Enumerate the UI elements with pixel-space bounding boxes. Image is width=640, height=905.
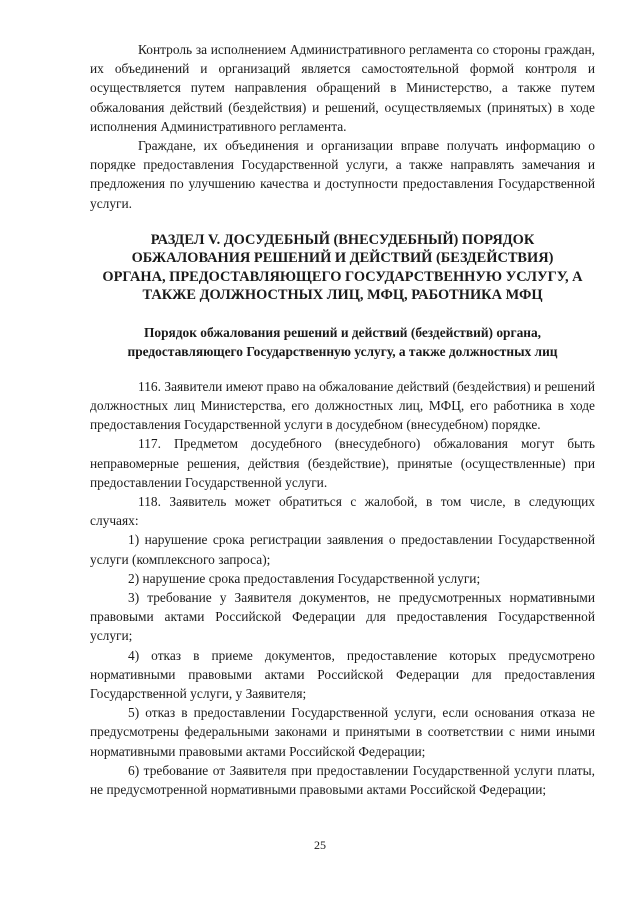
page-number: 25: [314, 838, 326, 852]
list-item: 4) отказ в приеме документов, предоставление которых предусмотрено нормативными правовыми актами Российской Федерации для предоставления Государственной услуги, у Заявителя;: [90, 647, 595, 702]
clause-116: 116. Заявители имеют право на обжалование действий (бездействия) и решений должностных лиц Министерства, его должностных лиц, МФЦ, его работника в ходе предоставления Государственной услуги в досудебном (внесудебном) порядке.: [90, 378, 595, 433]
subsection-title: Порядок обжалования решений и действий (бездействий) органа, предоставляющего Государственную услугу, а также должностных лиц: [127, 324, 558, 359]
clause-118: 118. Заявитель может обратиться с жалобой, в том числе, в следующих случаях:: [90, 494, 595, 529]
intro-paragraph-1: Контроль за исполнением Административного регламента со стороны граждан, их объединений и организаций является самостоятельной формой контроля и осуществляется путем направления обращений в Министерство, а также путем обжалования действий (бездействия) и решений, осуществляемых (принятых) в ходе исполнения Административного регламента.: [90, 42, 595, 134]
clause-117: 117. Предметом досудебного (внесудебного) обжалования могут быть неправомерные решения, действия (бездействие), принятые (осуществленные) при предоставлении Государственной услуги.: [90, 436, 595, 490]
list-item: 2) нарушение срока предоставления Государственной услуги;: [128, 570, 481, 586]
intro-paragraph-2: Граждане, их объединения и организации вправе получать информацию о порядке предоставления Государственной услуги, а также направлять замечания и предложения по улучшению качества и доступности предоставления Государственной услуги.: [90, 138, 595, 211]
list-item: 1) нарушение срока регистрации заявления о предоставлении Государственной услуги (комплексного запроса);: [90, 532, 595, 567]
list-item: 6) требование от Заявителя при предоставлении Государственной услуги платы, не предусмотренной нормативными правовыми актами Российской Федерации;: [90, 762, 595, 798]
section-title: РАЗДЕЛ V. ДОСУДЕБНЫЙ (ВНЕСУДЕБНЫЙ) ПОРЯДОК ОБЖАЛОВАНИЯ РЕШЕНИЙ И ДЕЙСТВИЙ (БЕЗДЕЙСТВИЯ) ОРГАНА, ПРЕДОСТАВЛЯЮЩЕГО ГОСУДАРСТВЕННУЮ УСЛУГУ, А ТАКЖЕ ДОЛЖНОСТНЫХ ЛИЦ, МФЦ, РАБОТНИКА МФЦ: [102, 231, 583, 304]
list-item: 5) отказ в предоставлении Государственной услуги, если основания отказа не предусмотрены федеральными законами и принятыми в соответствии с ними иными нормативными правовыми актами Российской Федерации;: [90, 705, 595, 759]
list-item: 3) требование у Заявителя документов, не предусмотренных нормативными правовыми актами Российской Федерации для предоставления Государственной услуги;: [90, 590, 595, 644]
